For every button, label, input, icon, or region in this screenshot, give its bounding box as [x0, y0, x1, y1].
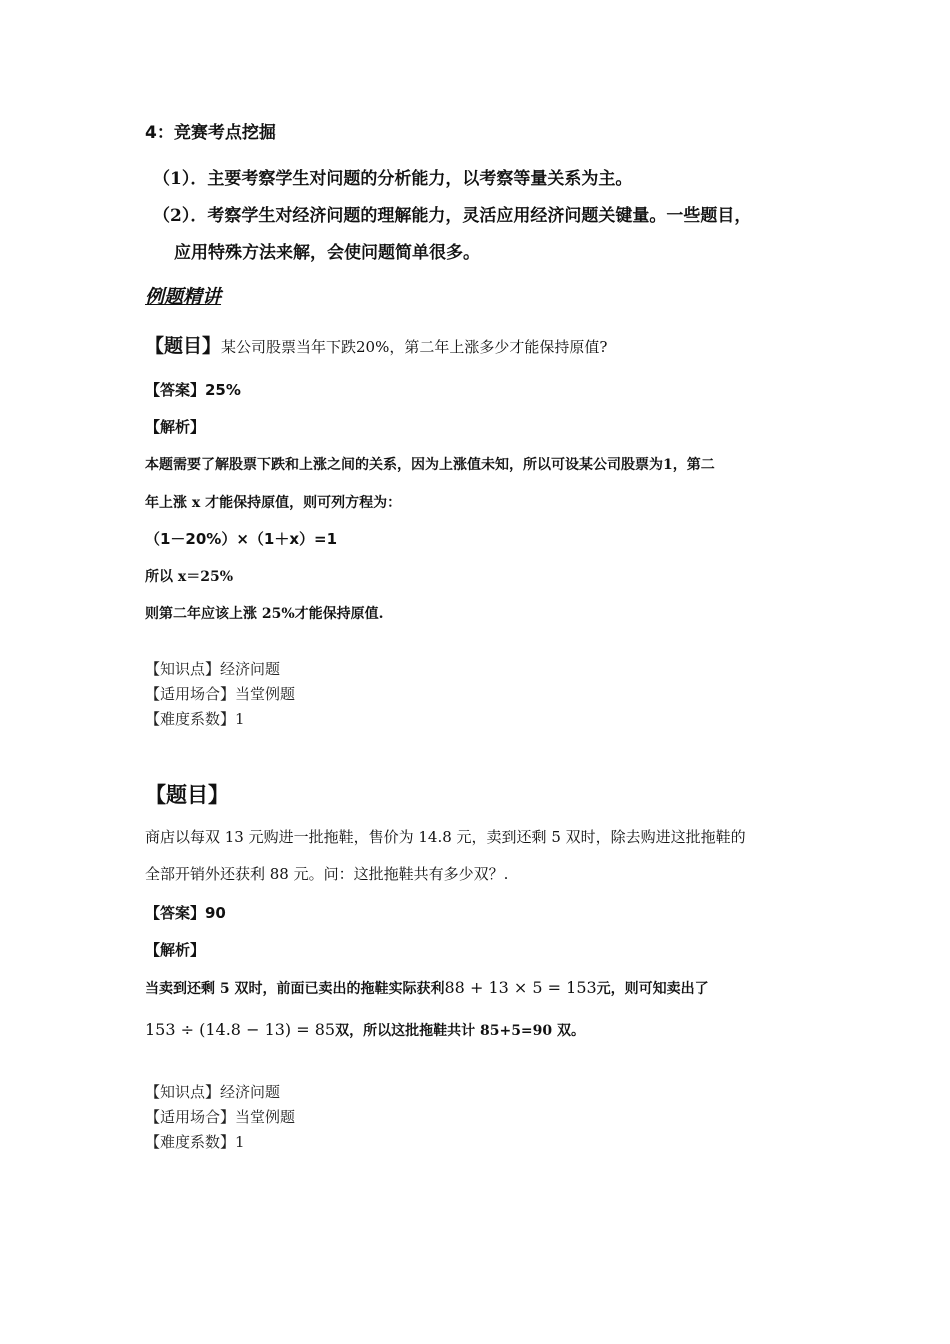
- competition-heading: 4：竞赛考点挖掘: [145, 123, 276, 143]
- example-2-answer: 【答案】90: [145, 904, 226, 922]
- competition-point-1: （1）．主要考察学生对问题的分析能力，以考察等量关系为主。: [153, 169, 633, 189]
- example-2-analysis-line-1-formula: 88 + 13 × 5 = 153: [444, 978, 597, 997]
- example-2-question-line-2: 全部开销外还获利 88 元。问：这批拖鞋共有多少双？.: [145, 865, 509, 883]
- example-2-analysis-line-2-formula: 153 ÷ (14.8 − 13) = 85: [145, 1020, 336, 1039]
- example-1-analysis-line-1: 本题需要了解股票下跌和上涨之间的关系，因为上涨值未知，所以可设某公司股票为1，第二: [145, 457, 715, 473]
- example-2-analysis-line-1-text: 当卖到还剩 5 双时，前面已卖出的拖鞋实际获利: [145, 981, 445, 997]
- example-1-question-row: [145, 337, 607, 356]
- example-2-analysis-line-1: [145, 980, 709, 996]
- competition-point-2-line-1: （2）．考察学生对经济问题的理解能力，灵活应用经济问题关键量。一些题目，: [153, 206, 752, 226]
- example-1-result: 所以 x＝25%: [145, 569, 234, 585]
- section-title: 例题精讲: [145, 286, 222, 308]
- competition-point-2-line-2: 应用特殊方法来解，会使问题简单很多。: [174, 243, 480, 263]
- example-2-analysis-line-2: [145, 1022, 585, 1038]
- example-2-scenario: 【适用场合】当堂例题: [145, 1108, 296, 1126]
- example-1-equation: （1－20%）×（1＋x）=1: [145, 530, 338, 548]
- example-2-analysis-label: 【解析】: [145, 941, 206, 959]
- example-2-analysis-line-2-tail: 双，所以这批拖鞋共计 85+5=90 双。: [335, 1023, 586, 1039]
- example-2-question-tag: 【题目】: [145, 783, 229, 807]
- example-1-scenario: 【适用场合】当堂例题: [145, 685, 296, 703]
- example-2-analysis-line-1-tail: 元，则可知卖出了: [596, 981, 709, 997]
- example-1-analysis-line-2: 年上涨 x 才能保持原值，则可列方程为：: [145, 495, 402, 511]
- example-1-answer: 【答案】25%: [145, 381, 241, 399]
- example-2-knowledge-point: 【知识点】经济问题: [145, 1083, 281, 1101]
- example-1-conclusion: 则第二年应该上涨 25%才能保持原值.: [145, 606, 384, 622]
- example-1-knowledge-point: 【知识点】经济问题: [145, 660, 281, 678]
- example-2-question-line-1: 商店以每双 13 元购进一批拖鞋，售价为 14.8 元，卖到还剩 5 双时，除去购进这批拖鞋的: [145, 828, 746, 846]
- example-1-question-text: 某公司股票当年下跌20%，第二年上涨多少才能保持原值?: [221, 338, 608, 356]
- example-2-difficulty: 【难度系数】1: [145, 1133, 245, 1151]
- example-1-question-tag: 【题目】: [145, 335, 222, 357]
- example-1-analysis-label: 【解析】: [145, 418, 206, 436]
- example-1-difficulty: 【难度系数】1: [145, 710, 245, 728]
